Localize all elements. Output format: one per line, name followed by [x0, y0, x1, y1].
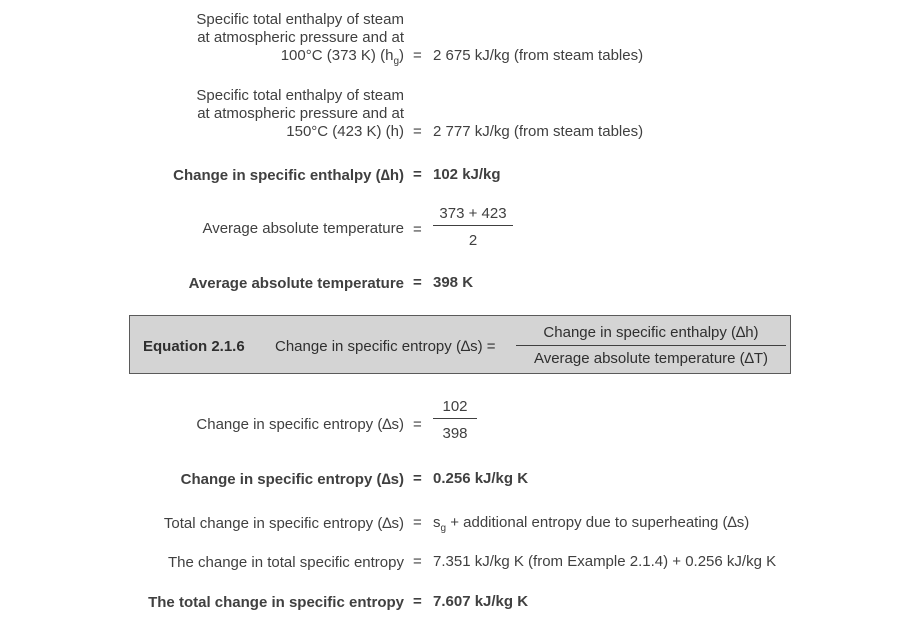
hg-label-line3: 100°C (373 K) $(h_g)$	[280, 47, 404, 67]
total-ds-equals: =	[413, 514, 422, 531]
total-calc-row	[0, 553, 900, 573]
equation-box	[129, 315, 791, 374]
hg-equals: =	[413, 47, 422, 64]
total-ds-label: Total change in specific entropy (∆s)	[163, 515, 404, 532]
dh-row	[0, 166, 900, 186]
h-label-line3: 150°C (423 K) (h)	[286, 123, 404, 140]
ds-calc-label: Change in specific entropy (∆s)	[196, 416, 404, 433]
total-label: The total change in specific entropy	[148, 594, 404, 611]
equation-label: Change in specific entropy (∆s) =	[275, 338, 496, 355]
h-equals: =	[413, 123, 422, 140]
equation-fraction	[516, 323, 786, 369]
sg-subscript: g	[440, 523, 447, 534]
total-equals: =	[413, 593, 422, 610]
total-ds-row	[0, 514, 900, 534]
h-value: 2 777 kJ/kg (from steam tables)	[433, 123, 644, 140]
ds-row	[0, 470, 900, 490]
total-ds-value: $s_g$ + additional entropy due to superheating (∆s)	[433, 514, 750, 534]
dh-equals: =	[413, 166, 422, 183]
ds-fraction	[433, 396, 477, 445]
ds-label: Change in specific entropy (∆s)	[180, 471, 404, 488]
h-label-line1: Specific total enthalpy of steam	[196, 87, 404, 104]
avg-temp-calc-equals: =	[413, 221, 422, 238]
avg-temp-denominator: 2	[468, 232, 478, 249]
h-label	[196, 87, 404, 141]
equation-denominator: Average absolute temperature (∆T)	[533, 350, 769, 367]
hg-label-line2: at atmospheric pressure and at	[197, 29, 404, 46]
ds-value: 0.256 kJ/kg K	[433, 470, 529, 487]
total-calc-equals: =	[413, 553, 422, 570]
fraction-bar	[516, 345, 786, 346]
total-row	[0, 593, 900, 613]
avg-temp-row	[0, 274, 900, 294]
equation-number: Equation 2.1.6	[143, 338, 245, 355]
ds-equals: =	[413, 470, 422, 487]
ds-denominator: 398	[442, 425, 468, 442]
avg-temp-label: Average absolute temperature	[188, 275, 404, 292]
hg-label-line1: Specific total enthalpy of steam	[196, 11, 404, 28]
hg-label	[196, 11, 404, 65]
ds-calc-row	[0, 396, 900, 450]
total-calc-label: The change in total specific entropy	[168, 554, 404, 571]
avg-temp-numerator: 373 + 423	[439, 205, 507, 222]
dh-label: Change in specific enthalpy (∆h)	[173, 167, 404, 184]
h-label-line2: at atmospheric pressure and at	[197, 105, 404, 122]
avg-temp-equals: =	[413, 274, 422, 291]
total-calc-value: 7.351 kJ/kg K (from Example 2.1.4) + 0.256 kJ/kg K	[433, 553, 777, 570]
hg-subscript: g	[393, 56, 399, 67]
hg-value: 2 675 kJ/kg (from steam tables)	[433, 47, 644, 64]
dh-value: 102 kJ/kg	[433, 166, 501, 183]
total-value: 7.607 kJ/kg K	[433, 593, 529, 610]
equation-numerator: Change in specific enthalpy (∆h)	[543, 324, 759, 341]
hg-row	[0, 11, 900, 71]
fraction-bar	[433, 418, 477, 419]
fraction-bar	[433, 225, 513, 226]
h-row	[0, 87, 900, 147]
avg-temp-calc-row	[0, 203, 900, 257]
avg-temp-calc-label: Average absolute temperature	[202, 220, 404, 237]
avg-temp-fraction	[433, 203, 513, 252]
ds-calc-equals: =	[413, 416, 422, 433]
ds-numerator: 102	[442, 398, 468, 415]
avg-temp-value: 398 K	[433, 274, 474, 291]
